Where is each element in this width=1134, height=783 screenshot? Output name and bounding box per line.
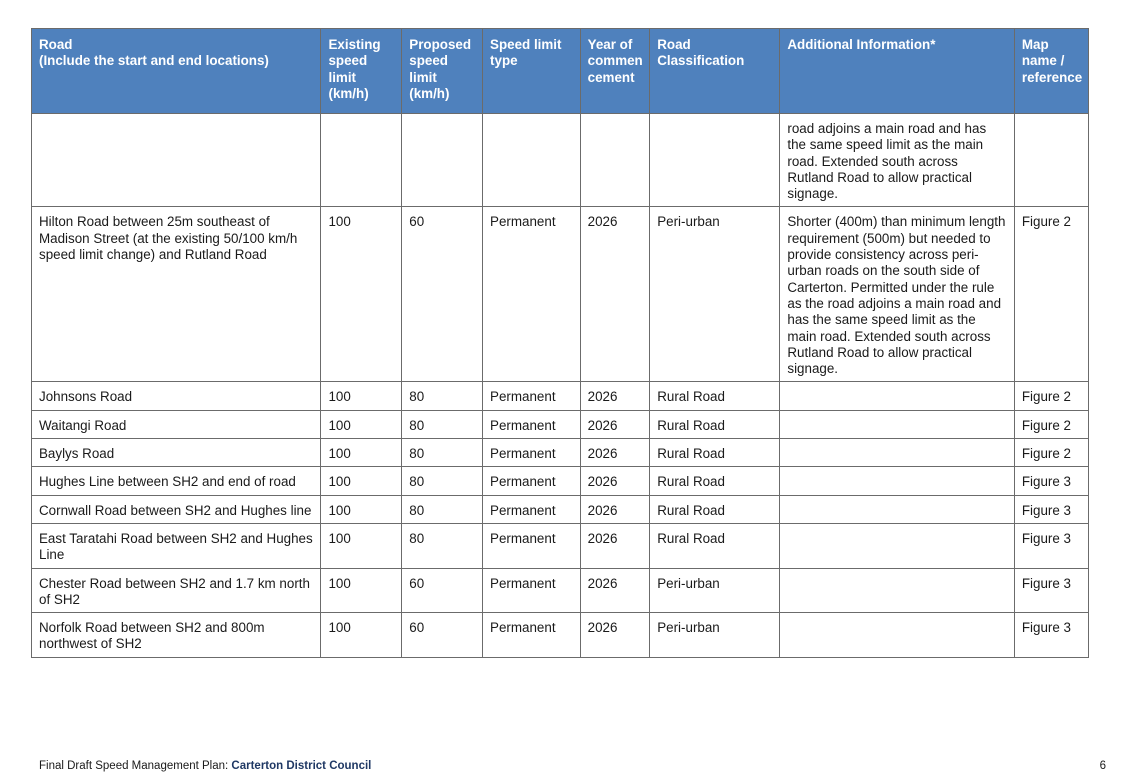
year-cell: 2026: [580, 495, 650, 523]
header-road-title: Road: [39, 37, 73, 52]
classification-cell: Rural Road: [650, 467, 780, 495]
speed-limit-table: [31, 28, 1089, 658]
year-cell: 2026: [580, 439, 650, 467]
table-row: [32, 613, 1089, 658]
road-cell: Baylys Road: [32, 439, 321, 467]
table-row: [32, 523, 1089, 568]
road-cell: Johnsons Road: [32, 382, 321, 410]
limit-type-cell: Permanent: [483, 523, 581, 568]
additional-info-cell: [780, 467, 1015, 495]
additional-info-cell: [780, 568, 1015, 613]
header-map-reference: Map name / reference: [1014, 29, 1088, 114]
proposed-speed-cell: 60: [402, 568, 483, 613]
proposed-speed-cell: 80: [402, 467, 483, 495]
map-reference-cell: Figure 2: [1014, 439, 1088, 467]
limit-type-cell: Permanent: [483, 382, 581, 410]
page-footer: [39, 760, 371, 772]
year-cell: 2026: [580, 613, 650, 658]
header-road: [32, 29, 321, 114]
existing-speed-cell: 100: [321, 495, 402, 523]
limit-type-cell: Permanent: [483, 439, 581, 467]
existing-speed-cell: 100: [321, 382, 402, 410]
header-road-note: (Include the start and end locations): [39, 53, 269, 69]
additional-info-cell: [780, 439, 1015, 467]
additional-info-cell: [780, 410, 1015, 438]
additional-info-cell: [780, 523, 1015, 568]
year-cell: 2026: [580, 207, 650, 382]
road-cell: [32, 114, 321, 207]
additional-info-cell: [780, 495, 1015, 523]
classification-cell: Rural Road: [650, 495, 780, 523]
year-cell: 2026: [580, 568, 650, 613]
map-reference-cell: Figure 3: [1014, 495, 1088, 523]
table-row: [32, 467, 1089, 495]
map-reference-cell: Figure 2: [1014, 410, 1088, 438]
map-reference-cell: Figure 3: [1014, 568, 1088, 613]
header-existing-speed: Existing speed limit (km/h): [321, 29, 402, 114]
classification-cell: Rural Road: [650, 439, 780, 467]
additional-info-cell: [780, 382, 1015, 410]
limit-type-cell: Permanent: [483, 568, 581, 613]
page-number: 6: [1099, 760, 1106, 772]
classification-cell: Rural Road: [650, 523, 780, 568]
table-header-row: [32, 29, 1089, 114]
proposed-speed-cell: 80: [402, 495, 483, 523]
classification-cell: Peri-urban: [650, 207, 780, 382]
table-row: [32, 495, 1089, 523]
additional-info-cell: [780, 613, 1015, 658]
classification-cell: [650, 114, 780, 207]
road-cell: East Taratahi Road between SH2 and Hughes Line: [32, 523, 321, 568]
map-reference-cell: [1014, 114, 1088, 207]
limit-type-cell: Permanent: [483, 410, 581, 438]
header-proposed-speed: Proposed speed limit (km/h): [402, 29, 483, 114]
proposed-speed-cell: [402, 114, 483, 207]
road-cell: Waitangi Road: [32, 410, 321, 438]
road-cell: Cornwall Road between SH2 and Hughes line: [32, 495, 321, 523]
limit-type-cell: [483, 114, 581, 207]
road-cell: Hughes Line between SH2 and end of road: [32, 467, 321, 495]
limit-type-cell: Permanent: [483, 467, 581, 495]
classification-cell: Peri-urban: [650, 568, 780, 613]
header-year: Year of commen cement: [580, 29, 650, 114]
classification-cell: Rural Road: [650, 382, 780, 410]
existing-speed-cell: 100: [321, 568, 402, 613]
additional-info-cell: road adjoins a main road and has the same speed limit as the main road. Extended south across Rutland Road to allow practical signage.: [780, 114, 1015, 207]
proposed-speed-cell: 80: [402, 382, 483, 410]
table-row: [32, 439, 1089, 467]
existing-speed-cell: 100: [321, 207, 402, 382]
existing-speed-cell: 100: [321, 523, 402, 568]
year-cell: 2026: [580, 382, 650, 410]
table-row: [32, 207, 1089, 382]
footer-organisation: Carterton District Council: [231, 760, 372, 772]
existing-speed-cell: 100: [321, 410, 402, 438]
proposed-speed-cell: 60: [402, 207, 483, 382]
existing-speed-cell: 100: [321, 613, 402, 658]
existing-speed-cell: [321, 114, 402, 207]
map-reference-cell: Figure 2: [1014, 382, 1088, 410]
proposed-speed-cell: 80: [402, 439, 483, 467]
header-limit-type: Speed limit type: [483, 29, 581, 114]
map-reference-cell: Figure 3: [1014, 467, 1088, 495]
road-cell: Chester Road between SH2 and 1.7 km north of SH2: [32, 568, 321, 613]
year-cell: 2026: [580, 523, 650, 568]
year-cell: 2026: [580, 410, 650, 438]
map-reference-cell: Figure 3: [1014, 523, 1088, 568]
table-row: [32, 568, 1089, 613]
road-cell: Norfolk Road between SH2 and 800m northwest of SH2: [32, 613, 321, 658]
proposed-speed-cell: 80: [402, 410, 483, 438]
map-reference-cell: Figure 3: [1014, 613, 1088, 658]
road-cell: Hilton Road between 25m southeast of Madison Street (at the existing 50/100 km/h speed limit change) and Rutland Road: [32, 207, 321, 382]
header-classification: Road Classification: [650, 29, 780, 114]
existing-speed-cell: 100: [321, 439, 402, 467]
year-cell: [580, 114, 650, 207]
limit-type-cell: Permanent: [483, 207, 581, 382]
table-row: [32, 382, 1089, 410]
additional-info-cell: Shorter (400m) than minimum length requirement (500m) but needed to provide consistency across peri-urban roads on the south side of Carterton. Permitted under the rule as the road adjoins a main road and has the same speed limit as the main road. Extended south across Rutland Road to allow practical signage.: [780, 207, 1015, 382]
header-additional-info: Additional Information*: [780, 29, 1015, 114]
limit-type-cell: Permanent: [483, 495, 581, 523]
year-cell: 2026: [580, 467, 650, 495]
proposed-speed-cell: 80: [402, 523, 483, 568]
table-row: [32, 410, 1089, 438]
limit-type-cell: Permanent: [483, 613, 581, 658]
classification-cell: Peri-urban: [650, 613, 780, 658]
existing-speed-cell: 100: [321, 467, 402, 495]
footer-document-title: Final Draft Speed Management Plan:: [39, 760, 232, 772]
classification-cell: Rural Road: [650, 410, 780, 438]
map-reference-cell: Figure 2: [1014, 207, 1088, 382]
table-row: [32, 114, 1089, 207]
proposed-speed-cell: 60: [402, 613, 483, 658]
